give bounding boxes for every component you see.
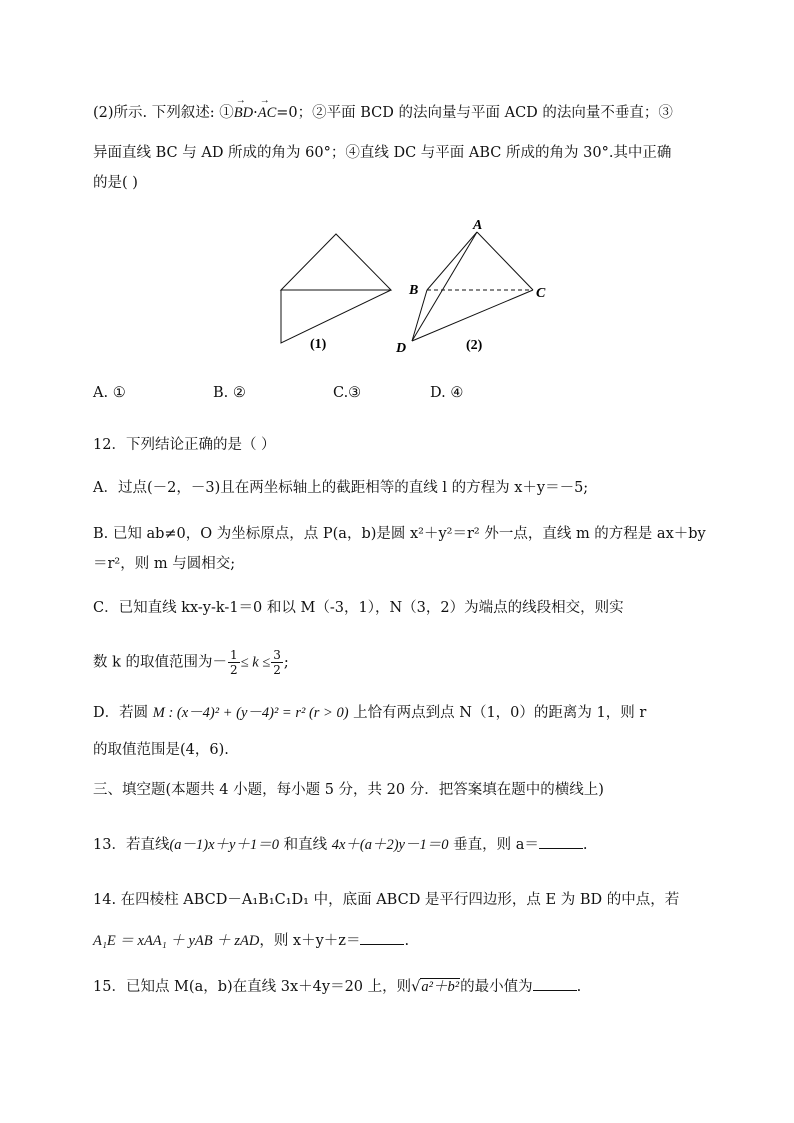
edge-ab — [427, 232, 477, 290]
q11-line3: 的是( ) — [93, 175, 138, 191]
fig1-triangle-bottom — [281, 290, 391, 343]
sqrt-sign: √ — [411, 979, 421, 995]
q12-option-d-line1: D．若圆 M : (x－4)² + (y－4)² = r² (r > 0) 上恰有两点到点 N（1，0）的距离为 1，则 r — [93, 705, 647, 721]
option-d[interactable]: D. ④ — [430, 385, 464, 401]
figure-1 — [281, 234, 391, 352]
edge-ac — [477, 232, 533, 290]
vector-equation: A₁E ＝ xAA₁ ＋ yAB ＋ zAD — [93, 933, 260, 949]
q12-stem: 12．下列结论正确的是（ ） — [93, 437, 276, 453]
section-3-heading: 三、填空题(本题共 4 小题，每小题 5 分，共 20 分．把答案填在题中的横线上) — [93, 782, 604, 798]
fig1-caption: (1) — [310, 337, 327, 352]
label-b: B — [409, 283, 419, 298]
fraction-neg-half: $\frac{1}{2}$ — [230, 648, 238, 677]
fraction-three-halves: $\frac{3}{2}$ — [273, 648, 281, 677]
q14-line1: 14. 在四棱柱 ABCD－A₁B₁C₁D₁ 中，底面 ABCD 是平行四边形，点 E 为 BD 的中点，若 — [93, 892, 680, 908]
vector-ac: → AC — [258, 103, 277, 123]
figure-2 — [395, 218, 546, 356]
q12-option-a: A．过点(－2，－3)且在两坐标轴上的截距相等的直线 l 的方程为 x＋y＝－5; — [93, 480, 589, 496]
q12-option-b-line1: B. 已知 ab≠0，O 为坐标原点，点 P(a，b)是圆 x²＋y²＝r² 外一点，直线 m 的方程是 ax＋by — [93, 526, 706, 542]
label-d: D — [396, 341, 407, 356]
fig2-caption: (2) — [466, 338, 483, 353]
q12-option-b-line2: ＝r²，则 m 与圆相交; — [93, 556, 236, 572]
geometry-figure — [270, 212, 570, 362]
label-a: A — [473, 218, 483, 233]
fig1-triangle-top — [281, 234, 391, 290]
label-c: C — [536, 286, 546, 301]
q11-line1: (2)所示. 下列叙述: ①→ BD·→ AC=0；②平面 BCD 的法向量与平面 ACD 的法向量不垂直；③ — [93, 103, 673, 123]
q14-answer-blank[interactable] — [360, 930, 404, 945]
q13: 13．若直线(a－1)x＋y＋1＝0 和直线 4x＋(a＋2)y－1＝0 垂直，则 a＝ . — [93, 834, 587, 855]
q15-answer-blank[interactable] — [533, 976, 577, 991]
circle-equation: M : (x－4)² + (y－4)² = r² (r > 0) — [152, 705, 349, 721]
q15: 15．已知点 M(a，b)在直线 3x＋4y＝20 上，则√a²＋b²的最小值为 . — [93, 976, 581, 997]
q11-line2: 异面直线 BC 与 AD 所成的角为 60°；④直线 DC 与平面 ABC 所成的角为 30°.其中正确 — [93, 145, 672, 161]
vector-bd: → BD — [234, 103, 253, 123]
option-a[interactable]: A. ① — [93, 385, 126, 401]
option-c[interactable]: C.③ — [333, 385, 362, 401]
q14-line2: A₁E ＝ xAA₁ ＋ yAB ＋ zAD，则 x＋y＋z＝ . — [93, 930, 409, 951]
q12-option-d-line2: 的取值范围是(4，6). — [93, 742, 229, 758]
option-b[interactable]: B. ② — [213, 385, 246, 401]
edge-dc — [412, 290, 533, 341]
q12-option-c-line2: 数 k 的取值范围为－ $\frac{1}{2}$ ≤ k ≤ $\frac{3}{2}$ ; — [93, 648, 289, 677]
edge-ad — [412, 232, 477, 341]
q12-option-c-line1: C．已知直线 kx-y-k-1＝0 和以 M（-3，1），N（3，2）为端点的线段相交，则实 — [93, 600, 624, 616]
q13-answer-blank[interactable] — [539, 834, 583, 849]
sqrt-expression: a²＋b² — [421, 979, 460, 995]
